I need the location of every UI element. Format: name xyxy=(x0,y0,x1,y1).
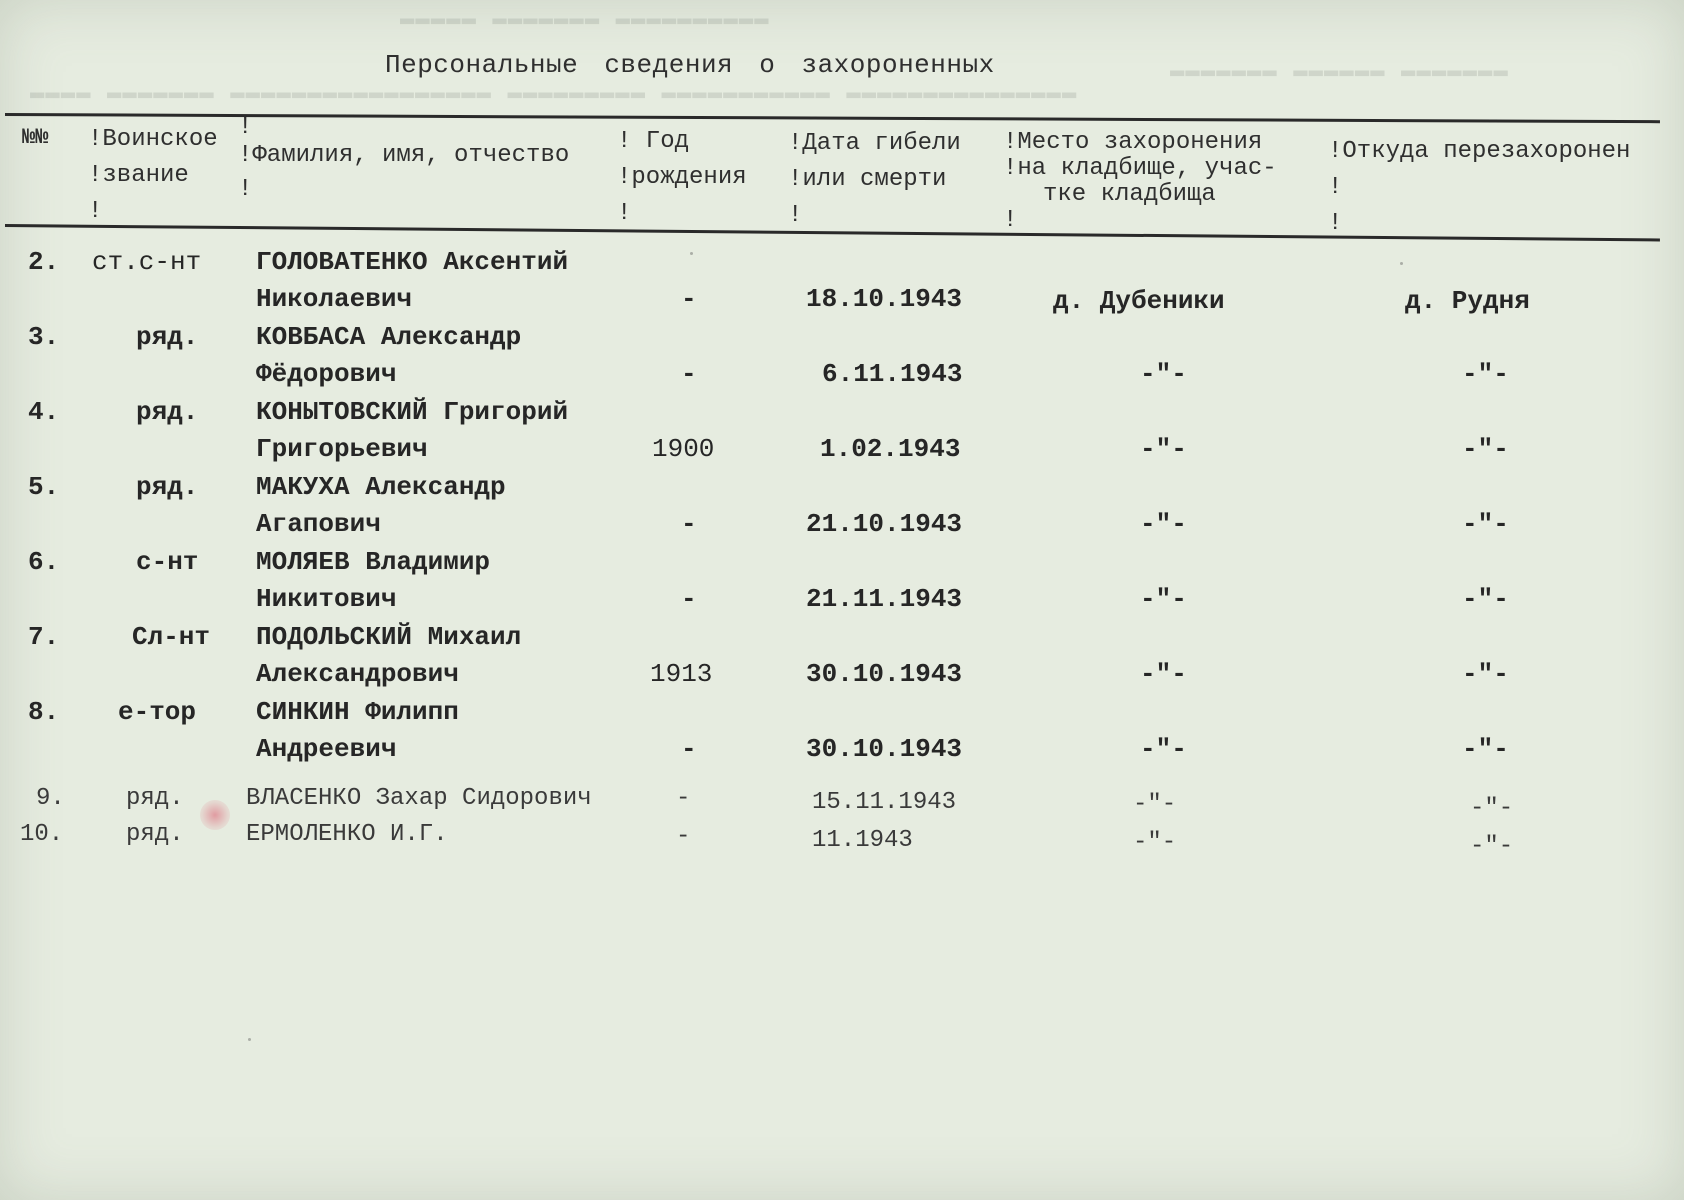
row-name: ЕРМОЛЕНКО И.Г. xyxy=(246,821,448,848)
row-name: ВЛАСЕНКО Захар Сидорович xyxy=(246,785,592,812)
row-birth: - xyxy=(681,584,697,614)
header-place-line: !на кладбище, учас- xyxy=(1003,155,1277,182)
bleed-through-text: ▬▬▬▬ ▬▬▬▬▬▬▬ ▬▬▬▬▬▬▬▬▬▬▬▬▬▬▬▬▬ ▬▬▬▬▬▬▬▬▬ ▬▬▬▬▬▬▬▬▬▬▬ ▬▬▬▬▬▬▬▬▬▬▬▬▬▬▬ xyxy=(30,80,1078,107)
header-rank-line: ! xyxy=(88,198,103,225)
row-number: 8. xyxy=(28,697,60,727)
row-origin-place: -"- xyxy=(1470,795,1514,822)
row-rank: ряд. xyxy=(126,821,184,848)
row-burial-place: -"- xyxy=(1140,659,1187,689)
row-burial-place: -"- xyxy=(1140,359,1187,389)
row-death-date: 15.11.1943 xyxy=(812,789,957,816)
row-name-surname: ПОДОЛЬСКИЙ Михаил xyxy=(256,622,522,652)
header-death-line: !или смерти xyxy=(788,166,947,193)
row-rank: ряд. xyxy=(136,472,199,502)
header-place xyxy=(1003,130,1277,234)
row-name-surname: КОВБАСА Александр xyxy=(256,322,522,352)
row-death-date: 1.02.1943 xyxy=(820,434,961,464)
bleed-through-text: ▬▬▬▬▬▬▬ ▬▬▬▬▬▬ ▬▬▬▬▬▬▬ xyxy=(1170,58,1509,85)
header-birth-line: !рождения xyxy=(617,164,747,191)
row-number: 4. xyxy=(28,397,60,427)
row-number: 6. xyxy=(28,547,60,577)
row-rank: ряд. xyxy=(136,322,199,352)
paper-speck xyxy=(248,1038,251,1041)
row-rank: е-тор xyxy=(118,697,197,727)
pink-ink-stain xyxy=(200,800,230,830)
paper-speck xyxy=(690,252,693,255)
row-number: 5. xyxy=(28,472,60,502)
row-name-surname: КОНЫТОВСКИЙ Григорий xyxy=(256,397,569,427)
row-name-surname: ГОЛОВАТЕНКО Аксентий xyxy=(256,247,569,277)
row-death-date: 21.11.1943 xyxy=(806,584,963,614)
row-name-surname: МАКУХА Александр xyxy=(256,472,506,502)
row-death-date: 11.1943 xyxy=(812,827,913,854)
paper-speck xyxy=(1400,262,1403,265)
row-name-patronymic: Григорьевич xyxy=(256,434,428,464)
row-number: 9. xyxy=(36,785,65,812)
row-origin-place: -"- xyxy=(1462,734,1509,764)
row-name-patronymic: Агапович xyxy=(256,509,381,539)
row-origin-place: д. Рудня xyxy=(1405,286,1530,316)
row-death-date: 30.10.1943 xyxy=(806,734,963,764)
header-place-line: !Место захоронения xyxy=(1003,129,1263,156)
header-name-line: ! xyxy=(238,114,253,141)
row-rank: с-нт xyxy=(136,547,199,577)
row-burial-place: д. Дубеники xyxy=(1053,286,1225,316)
row-name-patronymic: Николаевич xyxy=(256,284,413,314)
header-place-line: ! xyxy=(1003,207,1018,234)
header-name-line: !Фамилия, имя, отчество xyxy=(238,142,570,169)
row-birth: - xyxy=(676,823,691,850)
row-name-patronymic: Андреевич xyxy=(256,734,397,764)
row-name-patronymic: Александрович xyxy=(256,659,459,689)
row-origin-place: -"- xyxy=(1462,359,1509,389)
row-origin-place: -"- xyxy=(1462,434,1509,464)
header-name xyxy=(238,110,569,208)
row-name-patronymic: Фёдорович xyxy=(256,359,397,389)
header-from-line: ! xyxy=(1328,174,1343,201)
row-burial-place: -"- xyxy=(1140,509,1187,539)
header-birth xyxy=(617,124,747,232)
header-rank xyxy=(88,122,218,230)
header-from xyxy=(1328,134,1630,242)
header-birth-line: ! Год xyxy=(617,128,690,155)
document-title: Персональные сведения о захороненных xyxy=(385,50,995,80)
row-death-date: 18.10.1943 xyxy=(806,284,963,314)
row-rank: Сл-нт xyxy=(132,622,211,652)
header-name-line: ! xyxy=(238,176,253,203)
header-rank-line: !звание xyxy=(88,162,189,189)
row-number: 10. xyxy=(20,821,64,848)
row-birth: - xyxy=(681,509,697,539)
row-rank: ряд. xyxy=(126,785,184,812)
row-birth: - xyxy=(676,785,691,812)
header-death xyxy=(788,126,961,234)
header-num: №№ xyxy=(22,125,49,150)
header-rank-line: !Воинское xyxy=(88,126,218,153)
row-name-surname: СИНКИН Филипп xyxy=(256,697,459,727)
row-origin-place: -"- xyxy=(1462,584,1509,614)
header-death-line: !Дата гибели xyxy=(788,130,961,157)
row-burial-place: -"- xyxy=(1140,734,1187,764)
row-burial-place: -"- xyxy=(1133,829,1177,856)
row-birth: 1900 xyxy=(652,434,715,464)
row-birth: - xyxy=(681,284,697,314)
row-death-date: 30.10.1943 xyxy=(806,659,963,689)
row-name-surname: МОЛЯЕВ Владимир xyxy=(256,547,491,577)
row-origin-place: -"- xyxy=(1462,659,1509,689)
header-from-line: !Откуда перезахоронен xyxy=(1328,138,1631,165)
row-death-date: 21.10.1943 xyxy=(806,509,963,539)
bleed-through-text: ▬▬▬▬▬ ▬▬▬▬▬▬▬ ▬▬▬▬▬▬▬▬▬▬ xyxy=(400,6,770,33)
row-birth: - xyxy=(681,734,697,764)
row-rank: ст.с-нт xyxy=(92,247,202,277)
row-birth: 1913 xyxy=(650,659,713,689)
header-death-line: ! xyxy=(788,202,803,229)
header-birth-line: ! xyxy=(617,200,632,227)
row-name-patronymic: Никитович xyxy=(256,584,397,614)
row-number: 3. xyxy=(28,322,60,352)
row-death-date: 6.11.1943 xyxy=(822,359,963,389)
row-number: 7. xyxy=(28,622,60,652)
row-number: 2. xyxy=(28,247,60,277)
row-origin-place: -"- xyxy=(1470,833,1514,860)
row-birth: - xyxy=(681,359,697,389)
row-burial-place: -"- xyxy=(1140,584,1187,614)
row-rank: ряд. xyxy=(136,397,199,427)
row-origin-place: -"- xyxy=(1462,509,1509,539)
header-from-line: ! xyxy=(1328,210,1343,237)
header-place-line: тке кладбища xyxy=(1043,181,1216,208)
row-burial-place: -"- xyxy=(1140,434,1187,464)
row-burial-place: -"- xyxy=(1133,791,1177,818)
